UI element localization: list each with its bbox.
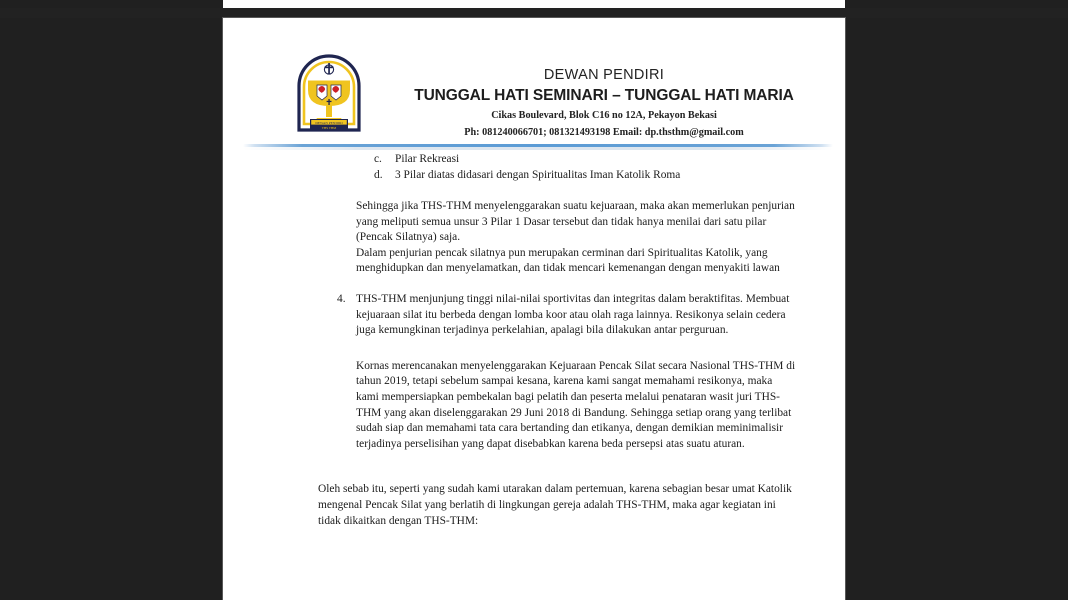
logo-banner-top-text: DEWAN PENDIRI	[315, 120, 343, 125]
dewan-pendiri-chalice-logo	[293, 52, 365, 134]
spacer	[223, 277, 845, 292]
letterhead-contact: Ph: 081240066701; 081321493198 Email: dp.thsthm@gmail.com	[464, 126, 744, 138]
numbered-item-marker: 4.	[337, 292, 346, 305]
spacer	[223, 452, 845, 467]
paragraph-dalam-penjurian: Dalam penjurian pencak silatnya pun merupakan cerminan dari Spiritualitas Katolik, yang menghidupkan dan menyelamatkan, dan tidak mencari kemenangan dengan menyakiti lawan	[356, 246, 780, 275]
list-item-marker: c.	[374, 153, 382, 165]
spacer	[223, 467, 845, 482]
list-item-label: Pilar Rekreasi	[395, 153, 460, 165]
letterhead-divider-shadow	[243, 147, 833, 150]
spacer	[223, 339, 845, 354]
paragraph-oleh-sebab-itu: Oleh sebab itu, seperti yang sudah kami utarakan dalam pertemuan, karena sebagian besar umat Katolik mengenal Pencak Silat yang berlatih di lingkungan gereja adalah THS-THM, maka agar kegiatan ini tidak dikaitkan dengan THS-THM:	[318, 483, 792, 527]
list-item	[223, 168, 845, 184]
letterhead	[223, 18, 845, 138]
list-item	[223, 152, 845, 168]
paragraph-sehingga: Sehingga jika THS-THM menyelenggarakan suatu kejuaraan, maka akan memerlukan penjurian yang meliputi semua unsur 3 Pilar 1 Dasar tersebut dan tidak hanya menilai dari satu pilar (Pencak Silatnya) saja.	[356, 200, 795, 244]
organization-name-line1: DEWAN PENDIRI	[543, 67, 665, 83]
lettered-sub-list	[223, 152, 845, 184]
document-body	[223, 152, 845, 529]
letterhead-text-block	[373, 66, 835, 139]
organization-name-line2: TUNGGAL HATI SEMINARI – TUNGGAL HATI MARIA	[414, 87, 794, 104]
spacer	[223, 184, 845, 199]
previous-page-edge	[223, 0, 845, 8]
numbered-item-text: THS-THM menjunjung tinggi nilai-nilai sportivitas dan integritas dalam beraktifitas. Membuat kejuaraan silat itu berbeda dengan lomba koor atau olah raga lainnya. Resikonya selain cedera juga kemungkinan terjadinya perkelahian, apalagi bila dilakukan antar perguruan.	[356, 292, 790, 337]
numbered-item-4	[223, 292, 845, 339]
logo-banner-bottom-text: THS THM	[321, 126, 337, 131]
list-item-label: 3 Pilar diatas didasari dengan Spiritualitas Iman Katolik Roma	[395, 169, 681, 181]
letterhead-address: Cikas Boulevard, Blok C16 no 12A, Pekayon Bekasi	[491, 110, 717, 121]
document-page	[223, 18, 845, 600]
paragraph-kornas: Kornas merencanakan menyelenggarakan Kejuaraan Pencak Silat secara Nasional THS-THM di tahun 2019, tetapi sebelum sampai kesana, karena kami sangat memahami resikonya, maka kami mempersiapkan pembekalan bagi pelatih dan peserta melalui penataran wasit juri THS-THM yang akan diselenggarakan 29 Juni 2018 di Bandung. Sehingga setiap orang yang terlibat sudah siap dan memahami tata cara bertanding dan etikanya, dengan demikian meminimalisir terjadinya perselisihan yang dapat disebabkan karena beda persepsi atas suatu aturan.	[356, 359, 796, 450]
list-item-marker: d.	[374, 169, 383, 181]
page-break-gap	[0, 8, 1068, 18]
